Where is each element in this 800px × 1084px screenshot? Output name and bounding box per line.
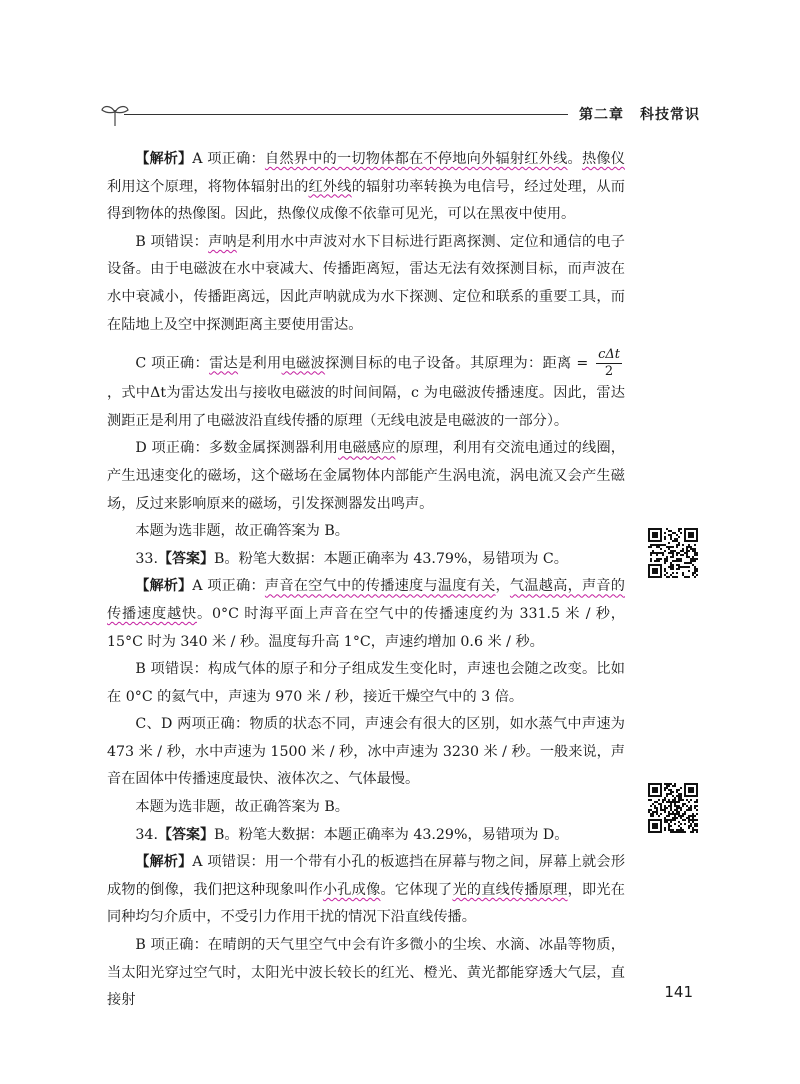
highlight-text: 电磁波 bbox=[281, 355, 326, 372]
highlight-text: 光的直线传播原理 bbox=[452, 881, 568, 898]
text-span: A 项错误：用一个带有小孔的板遮挡在屏幕与物之间，屏幕上就会形成物的倒像，我们把这种现象叫作 bbox=[107, 854, 626, 898]
text-span: ，即光在同种均匀介质中，不受引力作用干扰的情况下沿直线传播。 bbox=[107, 881, 625, 926]
highlight-text: 热像仪 bbox=[581, 151, 625, 167]
answer-33 bbox=[107, 546, 625, 574]
text-span: ， bbox=[495, 578, 510, 595]
page-body bbox=[107, 146, 625, 1015]
answer-tag: 【答案】 bbox=[157, 826, 214, 843]
highlight-text: 气温越高，声音的传播速度越快 bbox=[107, 578, 625, 622]
text-span: 探测目标的电子设备。其原理为：距离 = bbox=[325, 355, 594, 372]
question-number: 33. bbox=[135, 550, 158, 567]
formula-numerator: cΔt bbox=[598, 347, 620, 363]
question-number: 34. bbox=[135, 826, 158, 843]
analysis-tag: 【解析】 bbox=[135, 151, 193, 167]
paragraph-p2 bbox=[107, 229, 625, 339]
running-header bbox=[100, 100, 700, 130]
highlight-text: 小孔成像 bbox=[322, 881, 381, 898]
text-span: 。它体现了 bbox=[380, 881, 453, 898]
text-span: 利用这个原理，将物体辐射出的 bbox=[107, 178, 309, 195]
text-span: C 项正确： bbox=[135, 355, 210, 372]
paragraph-p9: C、D 两项正确：物质的状态不同，声速会有很大的区别，如水蒸气中声速为 473 米 / 秒，水中声速为 1500 米 / 秒，冰中声速为 3230 米 / 秒。一般来说，声音在固体中传播速度最快、液体次之、气体最慢。 bbox=[107, 716, 625, 788]
qr-code-icon[interactable] bbox=[648, 783, 698, 833]
paragraph-p13: B 项正确：在晴朗的天气里空气中会有许多微小的尘埃、水滴、冰晶等物质，当太阳光穿过空气时，太阳光中波长较长的红光、橙光、黄光都能穿透大气层，直接射 bbox=[107, 937, 625, 1009]
chapter-number: 第二章 bbox=[579, 107, 624, 123]
page-number: 141 bbox=[664, 983, 693, 1001]
text-span: A 项正确： bbox=[192, 578, 265, 595]
text-span: 是利用水中声波对水下目标进行距离探测、定位和通信的电子设备。由于电磁波在水中衰减大、传播距离短，雷达无法有效探测目标，而声波在水中衰减小，传播距离远，因此声呐就成为水下探测、定位和联系的重要工具，而在陆地上及空中探测距离主要使用雷达。 bbox=[107, 233, 625, 333]
text-span: D 项正确：多数金属探测器利用 bbox=[135, 440, 339, 457]
analysis-tag: 【解析】 bbox=[135, 854, 193, 871]
distance-formula bbox=[596, 347, 622, 380]
highlight-text: 声音在空气中的传播速度与温度有关 bbox=[264, 578, 496, 595]
paragraph-p7 bbox=[107, 573, 625, 656]
highlight-text: 自然界中的一切物体都在不停地向外辐射红外线 bbox=[264, 151, 568, 167]
formula-denominator: 2 bbox=[604, 364, 614, 380]
highlight-text: 雷达 bbox=[209, 355, 239, 372]
text-span: 的原理，利用有交流电通过的线圈，产生迅速变化的磁场，这个磁场在金属物体内部能产生涡电流，涡电流又会产生磁场，反过来影响原来的磁场，引发探测器发出鸣声。 bbox=[107, 440, 625, 512]
analysis-tag: 【解析】 bbox=[135, 578, 193, 595]
answer-34 bbox=[107, 822, 625, 850]
text-span: 的辐射功率转换为电信号，经过处理，从而得到物体的热像图。因此，热像仪成像不依靠可见光，可以在黑夜中使用。 bbox=[107, 178, 625, 223]
text-span: 。 bbox=[567, 151, 582, 167]
paragraph-p8: B 项错误：构成气体的原子和分子组成发生变化时，声速也会随之改变。比如在 0°C 的氦气中，声速为 970 米 / 秒，接近干燥空气中的 3 倍。 bbox=[107, 661, 625, 705]
paragraph-p5: 本题为选非题，故正确答案为 B。 bbox=[135, 523, 349, 540]
highlight-text: 红外线 bbox=[308, 178, 352, 195]
answer-tag: 【答案】 bbox=[157, 550, 214, 567]
paragraph-p12 bbox=[107, 849, 625, 932]
text-span: 。0°C 时海平面上声音在空气中的传播速度约为 331.5 米 / 秒，15°C 时为 340 米 / 秒。温度每升高 1°C，声速约增加 0.6 米 / 秒。 bbox=[107, 605, 625, 650]
text-span: A 项正确： bbox=[192, 151, 265, 167]
paragraph-p4 bbox=[107, 435, 625, 518]
paragraph-p1 bbox=[107, 146, 625, 229]
header-rule bbox=[124, 114, 568, 115]
text-span: B。粉笔大数据：本题正确率为 43.29%，易错项为 D。 bbox=[213, 826, 569, 843]
highlight-text: 电磁感应 bbox=[338, 440, 396, 457]
text-span: B 项错误： bbox=[135, 233, 209, 250]
highlight-text: 声呐 bbox=[208, 233, 237, 250]
chapter-section: 科技常识 bbox=[640, 107, 700, 123]
paragraph-p10: 本题为选非题，故正确答案为 B。 bbox=[135, 799, 349, 816]
text-span: B。粉笔大数据：本题正确率为 43.79%，易错项为 C。 bbox=[213, 550, 568, 567]
text-span: 是利用 bbox=[238, 355, 282, 372]
qr-code-icon[interactable] bbox=[648, 528, 698, 578]
text-span: ，式中Δt为雷达发出与接收电磁波的时间间隔，c 为电磁波传播速度。因此，雷达测距正是利用了电磁波沿直线传播的原理（无线电波是电磁波的一部分）。 bbox=[107, 385, 625, 429]
chapter-title bbox=[579, 104, 700, 124]
paragraph-p3 bbox=[107, 347, 625, 435]
